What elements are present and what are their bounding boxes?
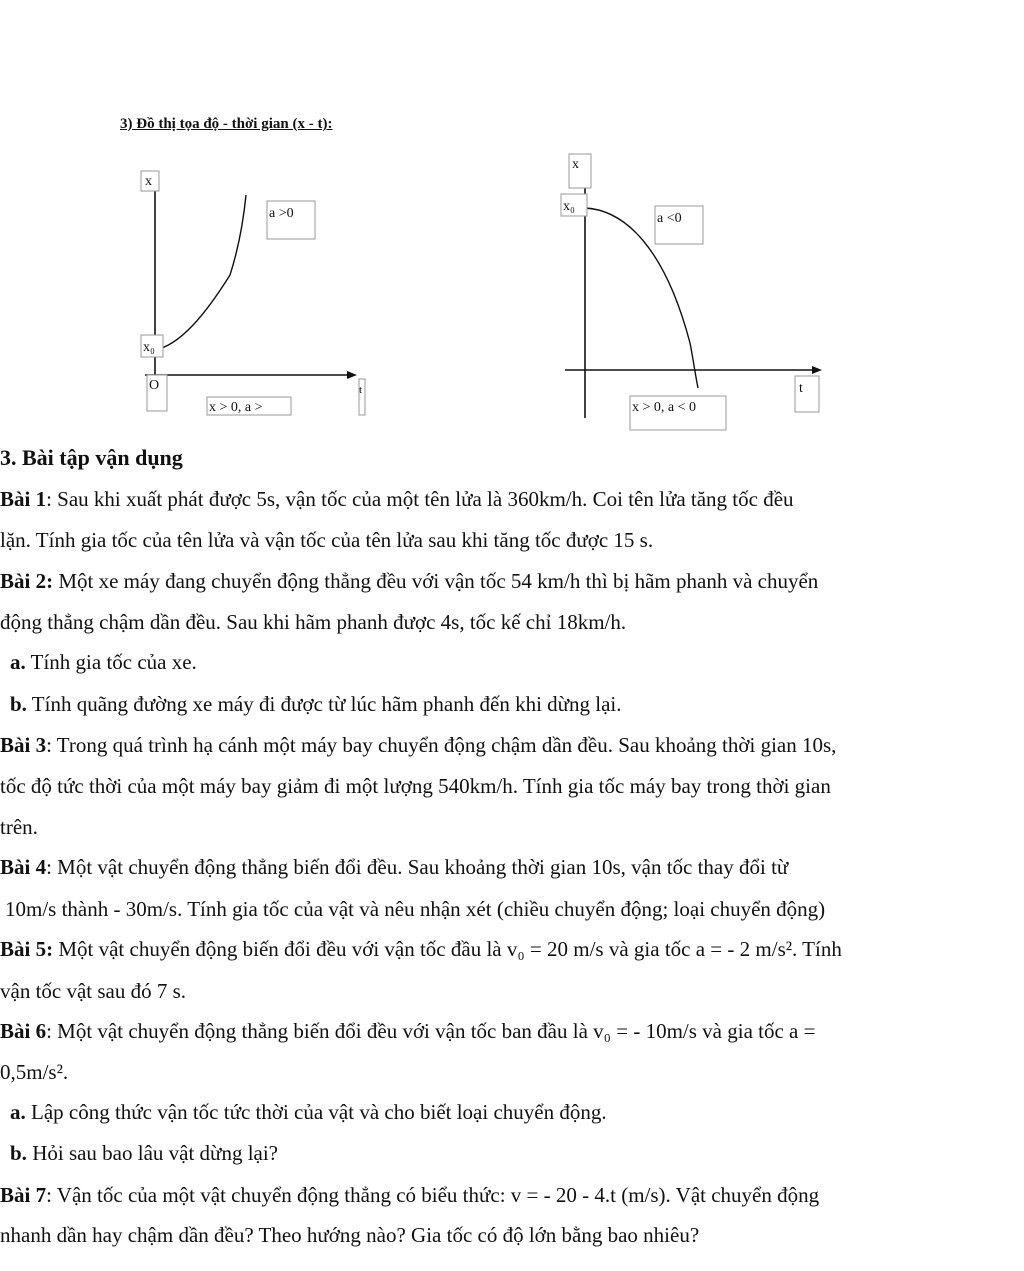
line-bai-7: Bài 7: Vận tốc của một vật chuyển động thẳng có biểu thức: v = - 20 - 4.t (m/s). Vật chuyển động <box>0 1183 820 1207</box>
graph-right <box>555 148 830 433</box>
right-cond-label: x > 0, a < 0 <box>632 400 697 415</box>
line-bai-4: Bài 4: Một vật chuyển động thẳng biến đổi đều. Sau khoảng thời gian 10s, vận tốc thay đổi từ <box>0 855 789 879</box>
line-bai-2: Bài 2: Một xe máy đang chuyển động thẳng đều với vận tốc 54 km/h thì bị hãm phanh và chuyển <box>0 569 819 593</box>
line-bai-3-cont2: trên. <box>0 815 38 839</box>
right-x0-label: x₀ <box>563 199 575 214</box>
line-bai-5-cont: vận tốc vật sau đó 7 s. <box>0 979 187 1003</box>
line-bai-1: Bài 1: Sau khi xuất phát được 5s, vận tốc của một tên lửa là 360km/h. Coi tên lửa tăng tốc đều <box>0 487 794 511</box>
graph-left <box>135 165 375 425</box>
line-bai-2a: a. Tính gia tốc của xe. <box>10 650 197 674</box>
line-bai-3: Bài 3: Trong quá trình hạ cánh một máy bay chuyển động chậm dần đều. Sau khoảng thời gian 10s, <box>0 733 837 757</box>
left-y-axis-label: x <box>145 174 152 189</box>
line-bai-1-cont: lặn. Tính gia tốc của tên lửa và vận tốc của tên lửa sau khi tăng tốc được 15 s. <box>0 528 654 552</box>
graph-section-title: 3) Đồ thị tọa độ - thời gian (x - t): <box>120 116 333 132</box>
right-t-axis-label: t <box>799 381 803 396</box>
line-bai-6b: b. Hỏi sau bao lâu vật dừng lại? <box>10 1141 279 1165</box>
line-bai-6-cont: 0,5m/s². <box>0 1060 69 1084</box>
right-a-label: a <0 <box>657 211 682 226</box>
left-x0-label: x₀ <box>143 340 155 355</box>
left-origin-label: O <box>149 378 160 393</box>
line-bai-5: Bài 5: Một vật chuyển động biến đổi đều với vận tốc đầu là v₀ = 20 m/s và gia tốc a = - 2 m/s². Tính <box>0 937 842 961</box>
line-bai-3-cont: tốc độ tức thời của một máy bay giảm đi một lượng 540km/h. Tính gia tốc máy bay trong thời gian <box>0 774 831 798</box>
left-t-axis-label: t <box>359 384 363 396</box>
line-bai-4-cont: 10m/s thành - 30m/s. Tính gia tốc của vật và nêu nhận xét (chiều chuyển động; loại chuyển động) <box>5 897 826 921</box>
line-bai-6a: a. Lập công thức vận tốc tức thời của vật và cho biết loại chuyển động. <box>10 1100 607 1124</box>
line-bai-6: Bài 6: Một vật chuyển động thẳng biến đổi đều với vận tốc ban đầu là v₀ = - 10m/s và gia tốc a = <box>0 1019 816 1043</box>
line-bai-2-cont: động thẳng chậm dần đều. Sau khi hãm phanh được 4s, tốc kế chỉ 18km/h. <box>0 610 627 634</box>
left-a-label: a >0 <box>269 206 294 221</box>
left-cond-label: x > 0, a > <box>209 400 263 415</box>
section-heading: 3. Bài tập vận dụng <box>0 445 183 470</box>
line-bai-2b: b. Tính quãng đường xe máy đi được từ lúc hãm phanh đến khi dừng lại. <box>10 692 622 716</box>
line-bai-7-cont: nhanh dần hay chậm dần đều? Theo hướng nào? Gia tốc có độ lớn bằng bao nhiêu? <box>0 1223 700 1247</box>
right-y-axis-label: x <box>572 157 579 172</box>
